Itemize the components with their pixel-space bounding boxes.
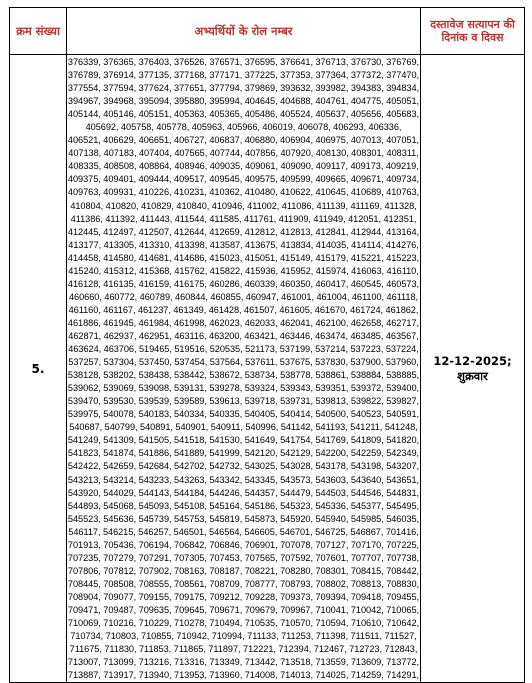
roll-number-line: 713887, 713917, 713940, 713953, 713960, 714008, 714013, 714025, 714259, 714291, — [67, 670, 420, 681]
roll-number-line: 701913, 705436, 706194, 706842, 706846, 706901, 707078, 707127, 707170, 707225, — [67, 539, 420, 550]
table-header-row — [10, 8, 525, 55]
roll-number-line: 413177, 413305, 413310, 413398, 413587, 413675, 413834, 414035, 414114, 414276, — [68, 239, 419, 250]
roll-number-line: 460660, 460772, 460789, 460844, 460855, 460947, 461001, 461004, 461100, 461118, — [68, 291, 419, 302]
roll-number-list — [67, 55, 420, 682]
roll-number-line: 709471, 709487, 709635, 709645, 709671, 709679, 709967, 710041, 710042, 710065, — [67, 604, 420, 615]
roll-number-line: 537257, 537304, 537450, 537454, 537564, 537611, 537675, 537830, 537900, 537960, — [68, 357, 419, 368]
roll-number-line: 410804, 410820, 410829, 410840, 410946, 411002, 411086, 411139, 411169, 411328, — [70, 200, 417, 211]
roll-number-line: 708445, 708508, 708555, 708561, 708709, 708777, 708793, 708802, 708813, 708830, — [67, 578, 420, 589]
roll-numbers-cell — [67, 55, 421, 683]
serial-number-header: क्रम संख्या — [10, 8, 67, 55]
roll-number-line: 408335, 408508, 408864, 408946, 409035, 409061, 409090, 409117, 409173, 409219, — [68, 161, 419, 172]
table-row — [10, 55, 525, 683]
roll-number-line: 409375, 409401, 409444, 409517, 409545, 409575, 409599, 409665, 409671, 409734, — [67, 174, 420, 185]
roll-number-line: 409763, 409931, 410226, 410231, 410362, 410480, 410622, 410645, 410689, 410763, — [67, 187, 420, 198]
roll-number-line: 405144, 405146, 405151, 405363, 405365, 405486, 405524, 405637, 405656, 405683, — [67, 109, 420, 120]
roll-number-line: 539062, 539069, 539098, 539131, 539278, 539324, 539343, 539351, 539372, 539400, — [67, 383, 420, 394]
roll-number-line: 412445, 412497, 412507, 412644, 412659, 412812, 412813, 412841, 412944, 413164, — [67, 226, 420, 237]
roll-number-line: 538128, 538202, 538438, 538442, 538672, 538734, 538778, 538861, 538884, 538885, — [67, 370, 420, 381]
roll-number-line: 707235, 707279, 707291, 707305, 707453, 707565, 707592, 707601, 707707, 707738, — [67, 552, 420, 563]
roll-number-line: 394967, 394968, 395094, 395880, 395994, 404645, 404688, 404761, 404775, 405051, — [67, 96, 420, 107]
verification-schedule-table — [9, 7, 525, 683]
roll-number-line: 708904, 709077, 709155, 709175, 709212, 709228, 709373, 709394, 709418, 709455, — [67, 591, 420, 602]
roll-number-line: 376339, 376365, 376403, 376526, 376571, 376595, 376641, 376713, 376730, 376769, — [67, 57, 420, 67]
roll-number-line: 710069, 710216, 710229, 710278, 710494, 710535, 710570, 710594, 710610, 710642, — [67, 618, 420, 629]
roll-number-line: 539470, 539530, 539539, 539589, 539613, 539718, 539731, 539813, 539822, 539827, — [67, 396, 420, 407]
roll-number-line: 539975, 540078, 540183, 540334, 540335, 540405, 540414, 540500, 540523, 540591, — [67, 409, 420, 420]
roll-number-line: 405692, 405758, 405778, 405963, 405966, 406019, 406078, 406293, 406336, — [85, 122, 402, 133]
roll-number-line: 713007, 713099, 713216, 713316, 713349, 713442, 713518, 713559, 713609, 713772, — [67, 657, 420, 668]
roll-numbers-header: अभ्यर्थियों के रोल नम्बर — [67, 8, 421, 55]
roll-number-line: 461160, 461167, 461237, 461349, 461428, 461507, 461605, 461670, 461724, 461862, — [68, 304, 419, 315]
verification-date-header: दस्तावेज सत्यापन की दिनांक व दिवस — [421, 8, 525, 55]
roll-number-line: 546117, 546215, 546257, 546501, 546564, 546605, 546701, 546725, 546867, 701416, — [68, 526, 419, 537]
roll-number-line: 545523, 545636, 545739, 545753, 545819, 545873, 545920, 545940, 545985, 546035, — [67, 513, 420, 524]
serial-number-cell: 5. — [10, 55, 67, 683]
roll-number-line: 406521, 406629, 406651, 406727, 406837, 406880, 406904, 406975, 407013, 407051, — [67, 135, 420, 146]
roll-number-line: 461886, 461945, 461984, 461998, 462023, 462033, 462041, 462100, 462658, 462717, — [67, 317, 420, 328]
roll-number-line: 540687, 540799, 540891, 540901, 540911, 540996, 541142, 541193, 541211, 541248, — [69, 422, 418, 433]
roll-number-line: 416128, 416135, 416159, 416175, 460286, 460339, 460350, 460417, 460545, 460573, — [67, 278, 420, 289]
roll-number-line: 376789, 376914, 377135, 377168, 377171, 377225, 377353, 377364, 377372, 377470, — [67, 70, 420, 81]
roll-number-line: 414458, 414580, 414681, 414686, 415023, 415051, 415149, 415179, 415221, 415223, — [67, 252, 420, 263]
verification-date-cell: 12-12-2025; शुक्रवार — [421, 55, 525, 683]
roll-number-line: 543920, 544029, 544143, 544184, 544246, 544357, 544479, 544503, 544546, 544831, — [67, 487, 420, 498]
roll-number-line: 707806, 707812, 707902, 708163, 708187, 708221, 708280, 708301, 708415, 708442, — [67, 565, 420, 576]
roll-number-line: 710734, 710803, 710855, 710942, 710994, 711133, 711253, 711398, 711511, 711527, — [70, 631, 417, 642]
roll-number-line: 407138, 407183, 407404, 407565, 407744, 407856, 407920, 408130, 408301, 408311, — [68, 148, 419, 159]
roll-number-line: 711675, 711830, 711853, 711865, 711897, 712221, 712394, 712467, 712723, 712843, — [69, 644, 418, 655]
roll-number-line: 541823, 541874, 541886, 541889, 541999, 542120, 542129, 542200, 542259, 542349, — [67, 448, 420, 459]
roll-number-line: 543213, 543214, 543233, 543263, 543342, 543345, 543573, 543603, 543640, 543651, — [67, 474, 420, 485]
roll-number-line: 377554, 377594, 377624, 377651, 377794, 379869, 393632, 393982, 394383, 394834, — [67, 83, 420, 94]
roll-number-line: 542422, 542659, 542684, 542702, 542732, 543025, 543028, 543178, 543198, 543207, — [67, 461, 420, 472]
roll-number-line: 411386, 411392, 411443, 411544, 411585, 411761, 411909, 411949, 412051, 412351, — [70, 213, 417, 224]
roll-number-line: 463624, 463706, 519465, 519516, 520535, 521173, 537199, 537214, 537223, 537224, — [68, 344, 419, 355]
roll-number-line: 415240, 415312, 415368, 415762, 415822, 415936, 415952, 415974, 416063, 416110, — [68, 265, 419, 276]
roll-number-line: 544893, 545068, 545093, 545108, 545164, 545186, 545323, 545336, 545377, 545495, — [67, 500, 420, 511]
roll-number-line: 541249, 541309, 541505, 541518, 541530, 541649, 541754, 541769, 541809, 541820, — [67, 435, 420, 446]
roll-number-line: 462871, 462937, 462951, 463116, 463200, 463421, 463446, 463474, 463485, 463567, — [68, 330, 419, 341]
